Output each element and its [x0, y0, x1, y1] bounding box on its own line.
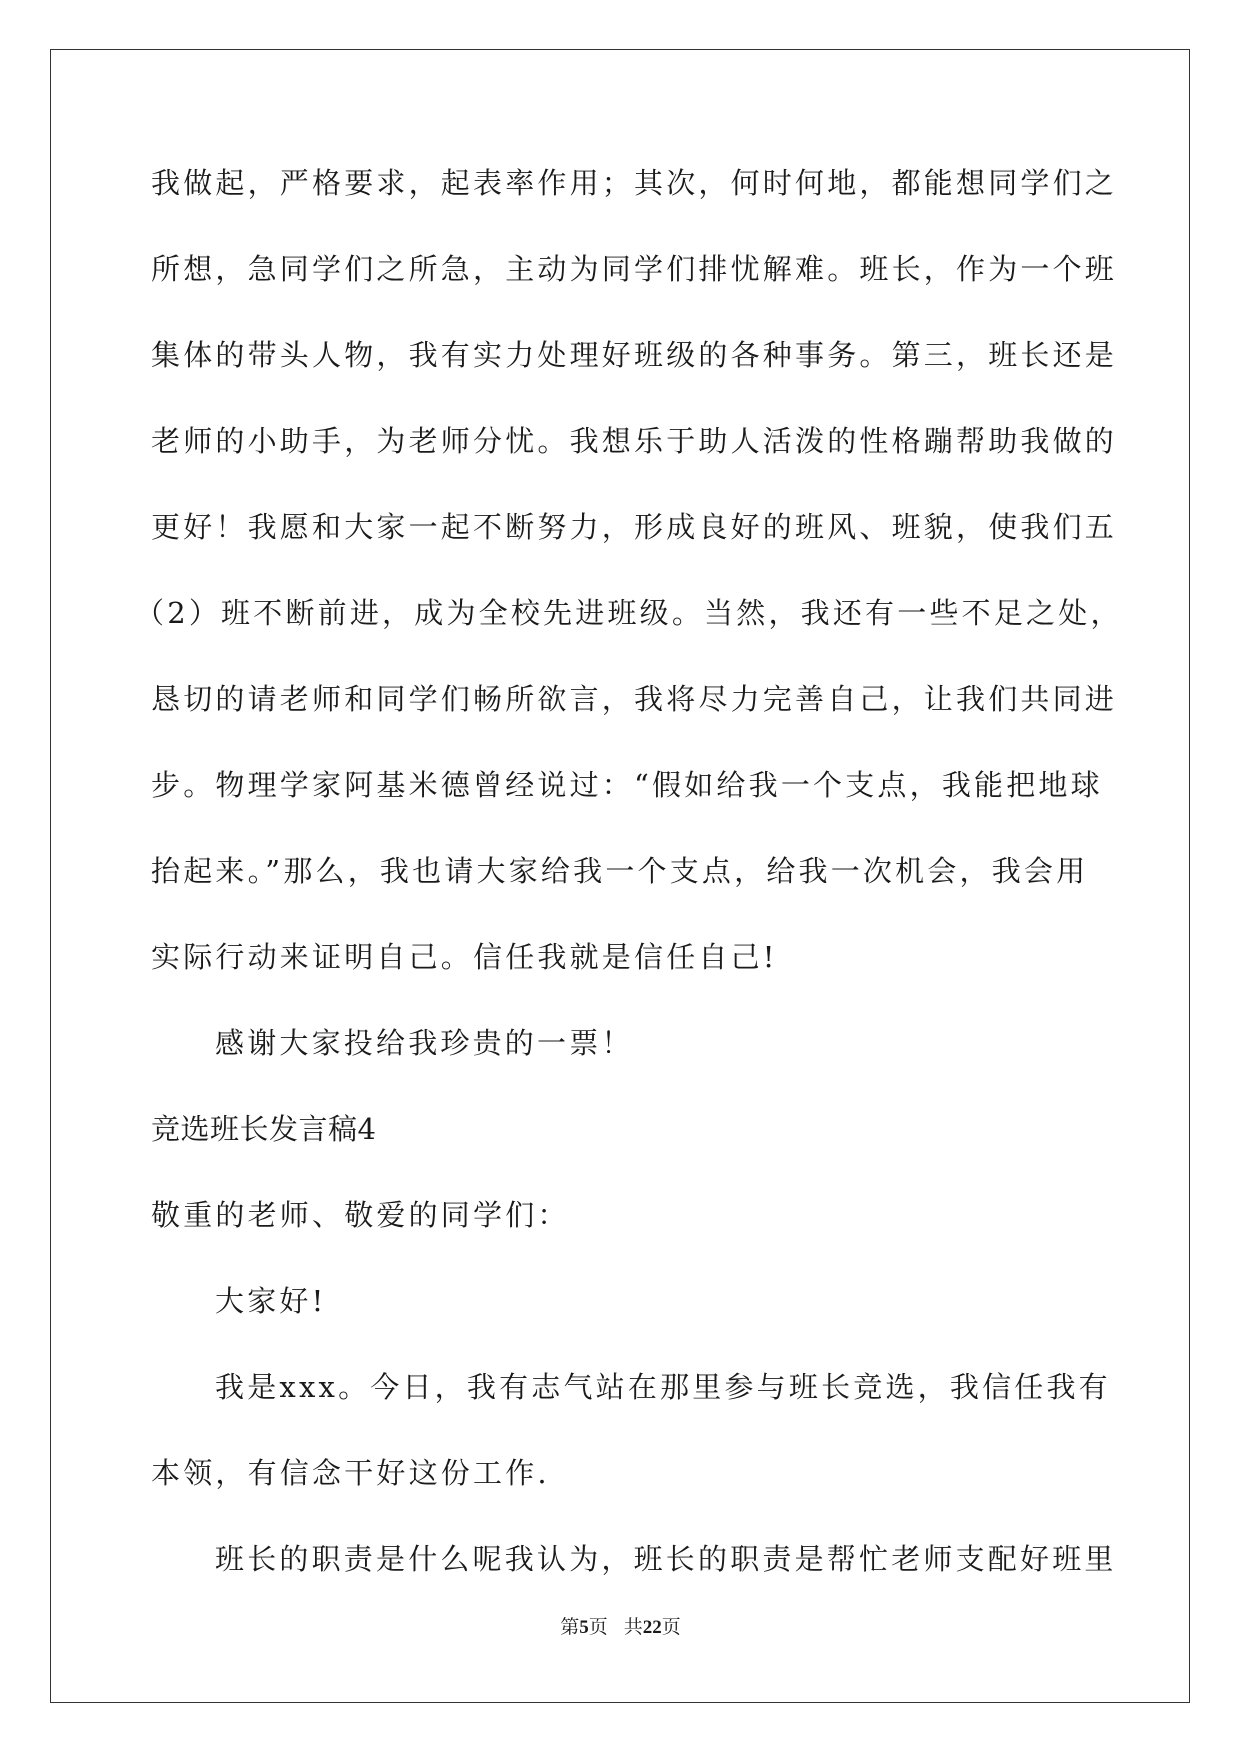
paragraph-line: 老师的小助手，为老师分忧。我想乐于助人活泼的性格蹦帮助我做的	[151, 424, 1118, 458]
thanks-line: 感谢大家投给我珍贵的一票！	[215, 1026, 634, 1060]
greeting: 大家好!	[215, 1284, 327, 1318]
paragraph-line: 我做起，严格要求，起表率作用；其次，何时何地，都能想同学们之	[151, 166, 1118, 200]
total-pages: 22	[642, 1617, 662, 1638]
paragraph-line: 抬起来。”那么，我也请大家给我一个支点，给我一次机会，我会用	[151, 854, 1089, 888]
total-suffix: 页	[661, 1617, 681, 1638]
paragraph-line: 步。物理学家阿基米德曾经说过：“假如给我一个支点，我能把地球	[151, 768, 1103, 802]
paragraph-line: 集体的带头人物，我有实力处理好班级的各种事务。第三，班长还是	[151, 338, 1118, 372]
page-prefix: 第	[560, 1617, 580, 1638]
paragraph-line: 更好！我愿和大家一起不断努力，形成良好的班风、班貌，使我们五	[151, 510, 1118, 544]
section-heading: 竞选班长发言稿4	[151, 1112, 377, 1146]
paragraph-line: 班长的职责是什么呢我认为，班长的职责是帮忙老师支配好班里	[215, 1542, 1117, 1576]
paragraph-line: （2）班不断前进，成为全校先进班级。当然，我还有一些不足之处，	[135, 596, 1123, 630]
page-footer	[0, 1612, 1241, 1639]
paragraph-line: 我是xxx。今日，我有志气站在那里参与班长竞选，我信任我有	[215, 1370, 1111, 1404]
paragraph-line: 本领，有信念干好这份工作.	[151, 1456, 550, 1490]
total-prefix: 共	[623, 1617, 643, 1638]
salutation: 敬重的老师、敬爱的同学们：	[151, 1198, 570, 1232]
paragraph-line: 实际行动来证明自己。信任我就是信任自己!	[151, 940, 778, 974]
page-suffix: 页	[588, 1617, 608, 1638]
page-number: 5	[579, 1617, 589, 1638]
paragraph-line: 恳切的请老师和同学们畅所欲言，我将尽力完善自己，让我们共同进	[151, 682, 1118, 716]
paragraph-line: 所想，急同学们之所急，主动为同学们排忧解难。班长，作为一个班	[151, 252, 1118, 286]
document-body	[135, 160, 1123, 1622]
